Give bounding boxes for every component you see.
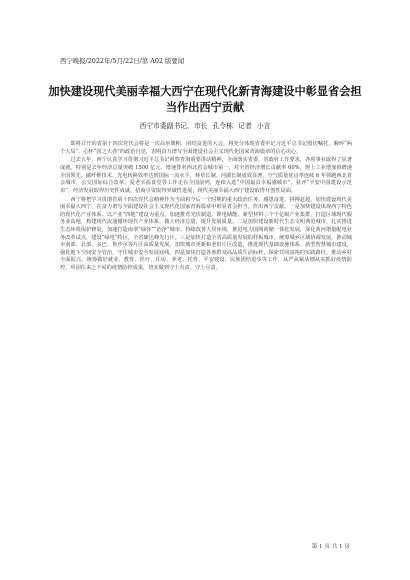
paragraph: 即将召开的省第十四次党代会将是一次高举旗帜、团结奋进的大会。将充分体现省委牢记习近平总书记殷切嘱托，胸怀“两个大局”、心怀“国之大者”的政治自觉，表明奋力谱写全面建设社会主义现代化国家青海篇章的信心决心。 xyxy=(60,141,352,155)
document-meta xyxy=(60,56,184,66)
paragraph: 西宁将把学习贯彻省第十四次党代会精神作为当前和今后一个时期的重大政治任务，感恩奋进、拼搏赶超，加快建设现代美丽幸福大西宁，在奋力谱写全面建设社会主义现代化国家青海篇章中彰显省会担当，作出西宁贡献。一是加快建设体现西宁特色的现代化产业体系。以产业“四地”建设为重点，加速推育光伏制造、锂电储能、新型材料三个千亿级产业集群，打造区域现代服务业高地，构建现代流通循环现代产业体系，做大经济总量，提升发展质量。二是加快建设新时代生态文明典范城市，扎实推进生态环境保护修复，加速打造南翠“绿谷”“治净”城市，持续改善人居环境，推进电力国网荷储一体化发展，深化黄河增量配电业务改革试点，建设“绿电”特区，全省碳达峰先行区。三是加快打造全省高质量发展的样板城市。统筹城乡区域协调发展，推动城市南部、北部、多巴、鲁沙尔等片区高质量发展，加快城市更新和老旧片区改造，推进现代基础设施体系、新型智慧城市建设，强化地下空间安全管治，守住城市安全发展底线。四是加快打造各族群众高品质生活标杆，探索共同富裕的实践路径，推动乡村全面振兴，统筹做好就业、教育、医疗、住房、养老、托育、平安建设、民族团结进步等工作，从严从紧从细从实抓好疫情防控，巩固住来之不易的疫情防控成果，切实做到守土有责、守土尽责。 xyxy=(60,196,352,271)
article-title: 加快建设现代美丽幸福大西宁在现代化新青海建设中彰显省会担当作出西宁贡献 xyxy=(48,85,362,114)
article-body xyxy=(60,141,352,274)
page-indicator: 第 1 页 共 1 页 xyxy=(311,544,350,550)
paragraph: 过去五年，西宁认真学习贯彻习近平总书记视察青海重要讲话精神，全面落实省委、省政府工作要求，各项事业取得了显著成就。特别是去年经济总量突破 1500 亿元，增速排名西北省会城市第一，对全省经济增长贡献率 60%，规上工业增加值增速全国领先。碳纤维技术、光电转换效率达到国际一流水平，林草长制、河湖长制成效显著，空气质量优良率连续 6 年领跑西北省会城市，公交国际综合改革、爱老幸福食堂等工作走在全国前列，连续入选“中国最具幸福感城市”，获评“平安中国建设示范市”，经济发展取得历史性成就，招商引资取得突破性进展，现代美丽幸福大西宁建设取得开创性局面。 xyxy=(60,157,352,194)
byline: 西宁市委副书记、市长 孔令栋 记者 小言 xyxy=(139,122,271,130)
source-line: 西宁晚报/2022年/5月/22日/第 A02 版要闻 xyxy=(60,57,185,65)
